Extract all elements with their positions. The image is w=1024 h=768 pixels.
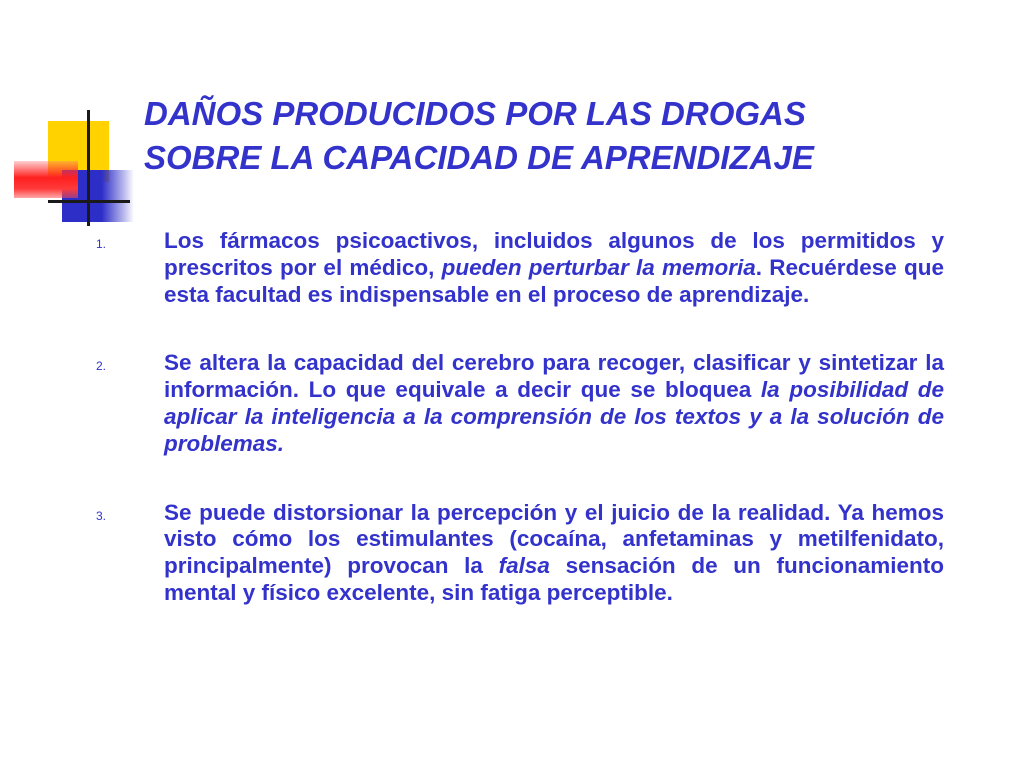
damage-list: [96, 228, 944, 649]
list-item-emphasis: pueden perturbar la memoria: [441, 254, 756, 280]
slide-title-line-2: SOBRE LA CAPACIDAD DE APRENDIZAJE: [144, 139, 814, 176]
decor-red-bar: [14, 161, 78, 198]
decor-vertical-line: [87, 110, 90, 226]
list-item-text: Los fármacos psicoactivos, incluidos algunos de los permitidos y prescritos por el médico,: [164, 228, 944, 280]
slide-title: [144, 92, 984, 180]
list-item: [96, 228, 944, 308]
list-item-number: 1.: [96, 237, 107, 251]
decor-horizontal-line: [48, 200, 130, 203]
slide-title-line-1: DAÑOS PRODUCIDOS POR LAS DROGAS: [144, 95, 806, 132]
list-item: [96, 500, 944, 607]
list-item-number: 3.: [96, 508, 107, 523]
list-item-emphasis: falsa: [498, 553, 550, 579]
list-item-text-after: . Recuérdese que esta facultad es indispensable en el proceso de aprendizaje.: [164, 254, 944, 307]
list-item-text: Se puede distorsionar la percepción y el juicio de la realidad. Ya hemos visto cómo los estimulantes (cocaína, anfetaminas y metilfenidato, principalmente) provocan la: [164, 499, 944, 579]
list-item-text: Se altera la capacidad del cerebro para recoger, clasificar y sintetizar la información. Lo que equivale a decir que se bloquea: [164, 350, 944, 403]
list-item-text-after: sensación de un funcionamiento mental y físico excelente, sin fatiga perceptible.: [164, 553, 944, 605]
list-item-emphasis: la posibilidad de aplicar la inteligencia a la comprensión de los textos y a la solución de problemas.: [164, 377, 944, 456]
list-item-number: 2.: [96, 359, 107, 374]
list-item: [96, 350, 944, 457]
